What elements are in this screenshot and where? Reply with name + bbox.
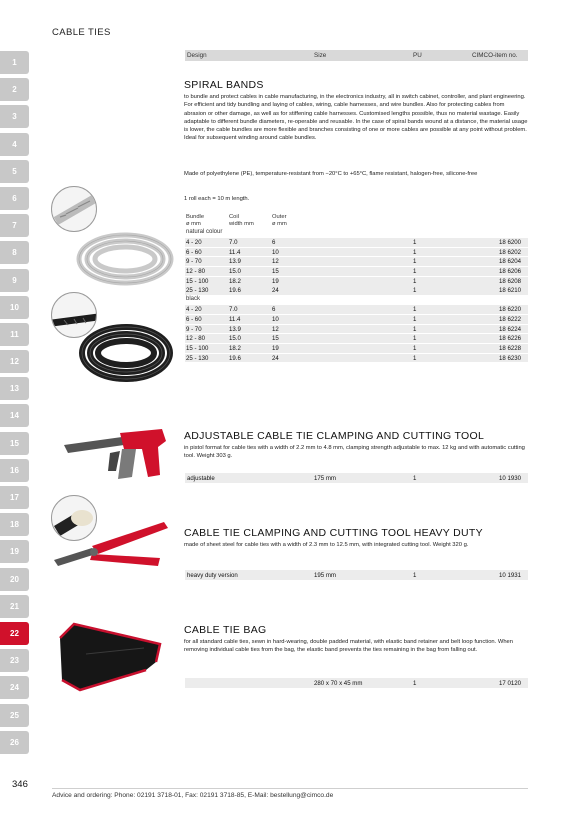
cell-outer: 10 [272, 315, 279, 323]
cell-coil: 7.0 [229, 306, 238, 314]
cell-pu: 1 [413, 277, 417, 285]
cell-item: 18 6210 [499, 287, 522, 295]
cell-bundle: 6 - 60 [186, 248, 202, 256]
cell-item: 18 6202 [499, 248, 522, 256]
cell-coil: 18.2 [229, 344, 241, 352]
spiral-table-header [185, 213, 528, 229]
side-tab-10[interactable]: 10 [0, 296, 29, 319]
cell-coil: 13.9 [229, 325, 241, 333]
table-row [185, 257, 528, 266]
side-tab-22[interactable]: 22 [0, 622, 29, 645]
footer-divider [52, 788, 528, 789]
cell-pu: 1 [413, 335, 417, 343]
cell-bundle: 12 - 80 [186, 335, 205, 343]
table-row [185, 277, 528, 286]
table-row [185, 344, 528, 353]
side-tab-3[interactable]: 3 [0, 105, 29, 128]
cell-item: 18 6220 [499, 306, 522, 314]
side-tab-15[interactable]: 15 [0, 432, 29, 455]
side-tab-16[interactable]: 16 [0, 459, 29, 482]
bag-row [185, 678, 528, 688]
th-coil-unit: width mm [229, 220, 254, 227]
cell-coil: 15.0 [229, 268, 241, 276]
th-coil [229, 214, 254, 227]
th-coil-label: Coil [229, 214, 239, 220]
table-row [185, 305, 528, 314]
cell-outer: 12 [272, 325, 279, 333]
heavy-description: made of sheet steel for cable ties with a width of 2.3 mm to 12.5 mm, with integrated cutting tool. Weight 320 g. [184, 542, 469, 548]
cable-tie-bag-image [56, 618, 166, 698]
cell-outer: 19 [272, 277, 279, 285]
table-row [185, 315, 528, 324]
side-tab-25[interactable]: 25 [0, 704, 29, 727]
side-tab-23[interactable]: 23 [0, 649, 29, 672]
page-number: 346 [12, 779, 28, 790]
heavy-tool-image [52, 520, 172, 590]
footer-contact: Advice and ordering: Phone: 02191 3718-01, Fax: 02191 3718-85, E-Mail: bestellung@cimco.de [52, 792, 334, 799]
table-row [185, 325, 528, 334]
cell-outer: 10 [272, 248, 279, 256]
cell-bundle: 9 - 70 [186, 258, 202, 266]
th-outer-unit: ø mm [272, 220, 287, 227]
cell-bundle: 12 - 80 [186, 268, 205, 276]
side-tab-17[interactable]: 17 [0, 486, 29, 509]
cell-outer: 12 [272, 258, 279, 266]
cell-item: 18 6228 [499, 344, 522, 352]
cell-outer: 6 [272, 306, 276, 314]
section-title-bag: CABLE TIE BAG [184, 624, 267, 636]
pistol-tool-image [62, 415, 172, 490]
cell-coil: 19.6 [229, 354, 241, 362]
adjustable-row [185, 473, 528, 483]
cell-outer: 24 [272, 287, 279, 295]
col-size: Size [314, 51, 327, 59]
cell-bundle: 15 - 100 [186, 277, 209, 285]
side-tab-6[interactable]: 6 [0, 187, 29, 210]
cell-bundle: 25 - 130 [186, 287, 209, 295]
column-header [185, 50, 528, 61]
page-header: CABLE TIES [52, 27, 111, 38]
cell-outer: 15 [272, 335, 279, 343]
cell-bundle: 4 - 20 [186, 239, 202, 246]
side-tab-11[interactable]: 11 [0, 323, 29, 346]
cell-pu: 1 [413, 354, 417, 362]
side-tab-19[interactable]: 19 [0, 540, 29, 563]
cell-bundle: 15 - 100 [186, 344, 209, 352]
side-tab-5[interactable]: 5 [0, 160, 29, 183]
side-tab-26[interactable]: 26 [0, 731, 29, 754]
cell-pu: 1 [413, 287, 417, 295]
spiral-group-label: natural colour [186, 229, 223, 235]
side-tab-20[interactable]: 20 [0, 568, 29, 591]
cell-item: 18 6222 [499, 315, 522, 323]
bag-pu: 1 [413, 679, 417, 687]
bag-size: 280 x 70 x 45 mm [314, 679, 363, 687]
side-tab-14[interactable]: 14 [0, 404, 29, 427]
cell-coil: 7.0 [229, 239, 238, 246]
cell-coil: 11.4 [229, 248, 241, 256]
th-bundle-label: Bundle [186, 214, 205, 220]
cell-item: 18 6226 [499, 335, 522, 343]
cell-outer: 15 [272, 268, 279, 276]
th-outer-label: Outer [272, 214, 287, 220]
cell-pu: 1 [413, 344, 417, 352]
cell-bundle: 25 - 130 [186, 354, 209, 362]
side-tab-9[interactable]: 9 [0, 269, 29, 292]
cell-pu: 1 [413, 268, 417, 276]
cell-outer: 24 [272, 354, 279, 362]
cell-item: 18 6200 [499, 239, 522, 246]
side-tab-8[interactable]: 8 [0, 241, 29, 264]
th-bundle-unit: ø mm [186, 220, 201, 227]
table-row [185, 286, 528, 295]
spiral-table [185, 213, 528, 363]
cell-pu: 1 [413, 258, 417, 266]
section-title-heavy: CABLE TIE CLAMPING AND CUTTING TOOL HEAVY DUTY [184, 527, 483, 539]
heavy-size: 195 mm [314, 571, 337, 579]
section-title-spiral: SPIRAL BANDS [184, 79, 264, 91]
spiral-natural-coil-image [70, 226, 180, 296]
cell-outer: 6 [272, 239, 276, 246]
side-tab-12[interactable]: 12 [0, 350, 29, 373]
cell-pu: 1 [413, 325, 417, 333]
cell-coil: 18.2 [229, 277, 241, 285]
side-tab-7[interactable]: 7 [0, 214, 29, 237]
side-tab-18[interactable]: 18 [0, 513, 29, 536]
bag-item: 17 0120 [499, 679, 522, 687]
cell-coil: 11.4 [229, 315, 241, 323]
th-outer [272, 214, 287, 227]
cell-item: 18 6230 [499, 354, 522, 362]
spiral-black-coil-image [74, 318, 179, 393]
table-row [185, 238, 528, 247]
cell-item: 18 6224 [499, 325, 522, 333]
table-row [185, 334, 528, 343]
section-title-adjustable: ADJUSTABLE CABLE TIE CLAMPING AND CUTTING TOOL [184, 430, 485, 442]
cell-bundle: 6 - 60 [186, 315, 202, 323]
side-tab-21[interactable]: 21 [0, 595, 29, 618]
side-tab-24[interactable]: 24 [0, 676, 29, 699]
cell-coil: 19.6 [229, 287, 241, 295]
cell-item: 18 6204 [499, 258, 522, 266]
spiral-group-label: black [186, 296, 201, 303]
cell-bundle: 4 - 20 [186, 306, 202, 314]
bag-description: for all standard cable ties, sewn in hard-wearing, double padded material, with elastic band retainer and belt loop function. When removing individual cable ties from the bag, the elastic band prevents the ties remaining in the bag from falling out. [184, 639, 514, 654]
heavy-design: heavy duty version [187, 571, 238, 579]
adjustable-item: 10 1930 [499, 474, 522, 482]
side-tab-2[interactable]: 2 [0, 78, 29, 101]
cell-item: 18 6206 [499, 268, 522, 276]
adjustable-design: adjustable [187, 474, 215, 482]
cell-pu: 1 [413, 248, 417, 256]
heavy-row [185, 570, 528, 580]
side-tab-13[interactable]: 13 [0, 377, 29, 400]
adjustable-description: in pistol format for cable ties with a width of 2.2 mm to 4.8 mm, clamping strength adjustable to max. 12 kg and with automatic cutting tool. Weight 303 g. [184, 445, 525, 460]
cell-pu: 1 [413, 315, 417, 323]
adjustable-size: 175 mm [314, 474, 337, 482]
cell-outer: 19 [272, 344, 279, 352]
side-tab-4[interactable]: 4 [0, 133, 29, 156]
side-tab-1[interactable]: 1 [0, 51, 29, 74]
cell-pu: 1 [413, 306, 417, 314]
th-bundle [186, 214, 204, 227]
adjustable-pu: 1 [413, 474, 417, 482]
cell-coil: 13.9 [229, 258, 241, 266]
col-item: CIMCO-item no. [472, 51, 518, 59]
col-pu: PU [413, 51, 422, 59]
spiral-description: to bundle and protect cables in cable manufacturing, in the electronics industry, all in switch cabinet, controller, and plant engineering. For efficient and tidy bundling and laying of cables, wiring, cable harnesses, and wire bundles. Also for protecting cables from abrasion or other damage, as well as for stiffening cable harnesses. Customised lengths possible, thus no material wastage. Easily adaptable to different bundle diameters, re-operable and reusable. In the case of spiral bands wound at a distance, the material usage is lower, the cable bundles are more flexible and branches consisting of one or more cables are possible at any point without problem. Ideal for subsequent winding around cable bundles. [184, 94, 528, 142]
cell-coil: 15.0 [229, 335, 241, 343]
table-row [185, 248, 528, 257]
cell-item: 18 6208 [499, 277, 522, 285]
side-tabs [0, 51, 29, 758]
spiral-material: Made of polyethylene (PE), temperature-resistant from −20°C to +65°C, flame resistant, halogen-free, silicone-free [184, 171, 478, 177]
heavy-pu: 1 [413, 571, 417, 579]
col-design: Design [187, 51, 207, 59]
cell-bundle: 9 - 70 [186, 325, 202, 333]
heavy-item: 10 1931 [499, 571, 522, 579]
table-row [185, 354, 528, 363]
cell-pu: 1 [413, 239, 417, 246]
spiral-groups [185, 229, 528, 362]
table-row [185, 267, 528, 276]
spiral-roll: 1 roll each = 10 m length. [184, 196, 250, 202]
